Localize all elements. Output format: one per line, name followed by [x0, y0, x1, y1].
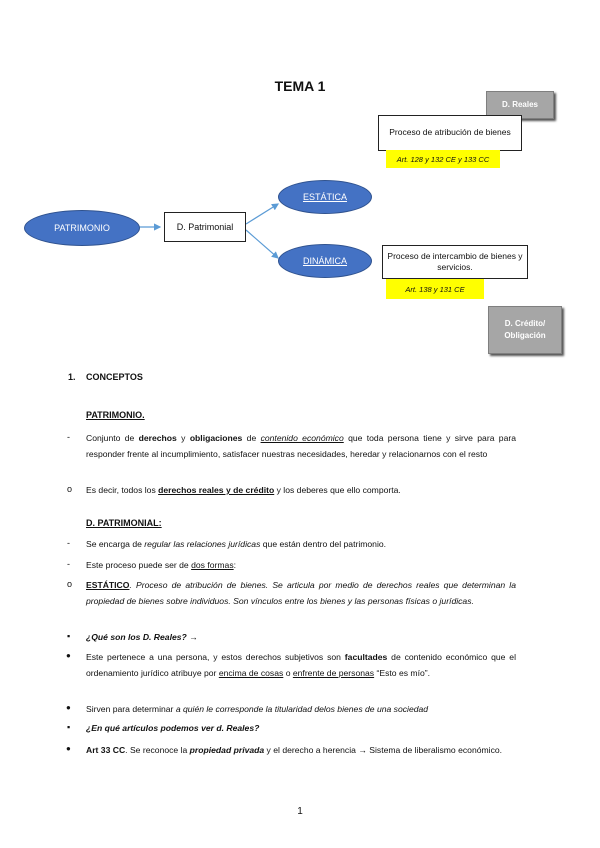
d-patrimonial-formas: Este proceso puede ser de dos formas: — [86, 560, 237, 570]
dot-bullet: ● — [66, 651, 71, 660]
art-33-cc: Art 33 CC. Se reconoce la propiedad privada y el derecho a herencia → Sistema de liberalismo económico. — [86, 745, 503, 755]
sirven-para: Sirven para determinar a quién le corresponde la titularidad delos bienes de una sociedad — [86, 704, 429, 714]
d-reales-explanation: Este pertenece a una persona, y estos derechos subjetivos son facultades de contenido económico que el ordenamiento jurídico atribuye por encima de cosas o enfrente de personas “Esto es mío”. — [86, 652, 516, 678]
page-number: 1 — [297, 806, 303, 817]
dash-bullet: - — [67, 432, 70, 442]
circle-bullet: o — [67, 579, 73, 589]
art-estatica-label: Art. 128 y 132 CE y 133 CC — [396, 154, 490, 164]
art-dinamica-note — [386, 279, 484, 299]
estatico-paragraph: ESTÁTICO. Proceso de atribución de bienes. Se articula por medio de derechos reales que determinan la propiedad de bienes sobre individuos. Son vínculos entre los bienes y las personas físicas o jurídicas. — [86, 580, 516, 606]
circle-bullet: o — [67, 484, 73, 494]
d-credito-label-1: D. Crédito/ — [504, 319, 546, 328]
patrimonio-node-label: PATRIMONIO — [54, 223, 110, 233]
d-patrimonial-heading: D. PATRIMONIAL: — [86, 518, 162, 528]
arrow-to-dinamica — [246, 230, 278, 258]
dinamica-node-label: DINÁMICA — [302, 256, 347, 266]
patrimonio-es-decir: Es decir, todos los derechos reales y de crédito y los deberes que ello comporta. — [86, 485, 401, 495]
d-reales-label: D. Reales — [501, 100, 539, 109]
estatica-node-label: ESTÁTICA — [302, 192, 347, 202]
d-credito-callout — [488, 306, 562, 354]
d-patrimonial-node-label: D. Patrimonial — [176, 221, 234, 232]
patrimonio-definition: Conjunto de derechos y obligaciones de contenido económico que toda persona tiene y sirve para para responder frente al incumplimiento, satisfacer nuestras necesidades, heredar y relacionarnos con el resto — [86, 433, 517, 459]
square-bullet: ▪ — [67, 631, 71, 641]
patrimonio-heading: PATRIMONIO. — [86, 410, 145, 420]
dash-bullet: - — [67, 559, 70, 569]
section-title: CONCEPTOS — [86, 372, 143, 382]
section-number: 1. — [68, 372, 76, 382]
proceso-atribucion-box — [378, 115, 522, 151]
dot-bullet: ● — [66, 744, 71, 753]
page-title: TEMA 1 — [274, 78, 326, 94]
square-bullet: ▪ — [67, 722, 71, 732]
d-patrimonial-regula: Se encarga de regular las relaciones jurídicas que están dentro del patrimonio. — [86, 539, 387, 549]
proceso-intercambio-label: Proceso de intercambio de bienes y servicios. — [387, 250, 523, 272]
proceso-intercambio-box — [382, 245, 528, 279]
d-credito-label-2: Obligación — [504, 331, 546, 340]
estatica-node — [278, 180, 372, 214]
proceso-atribucion-label: Proceso de atribución de bienes — [389, 127, 511, 138]
dinamica-node — [278, 244, 372, 278]
dot-bullet: ● — [66, 703, 71, 712]
art-estatica-note — [386, 150, 500, 168]
dash-bullet: - — [67, 538, 70, 548]
patrimonio-node — [24, 210, 140, 246]
art-dinamica-label: Art. 138 y 131 CE — [405, 284, 465, 294]
arrow-to-estatica — [246, 204, 278, 224]
d-patrimonial-node — [164, 212, 246, 242]
articulos-d-reales: ¿En qué artículos podemos ver d. Reales? — [86, 723, 260, 733]
que-son-d-reales: ¿Qué son los D. Reales? → — [86, 632, 198, 642]
